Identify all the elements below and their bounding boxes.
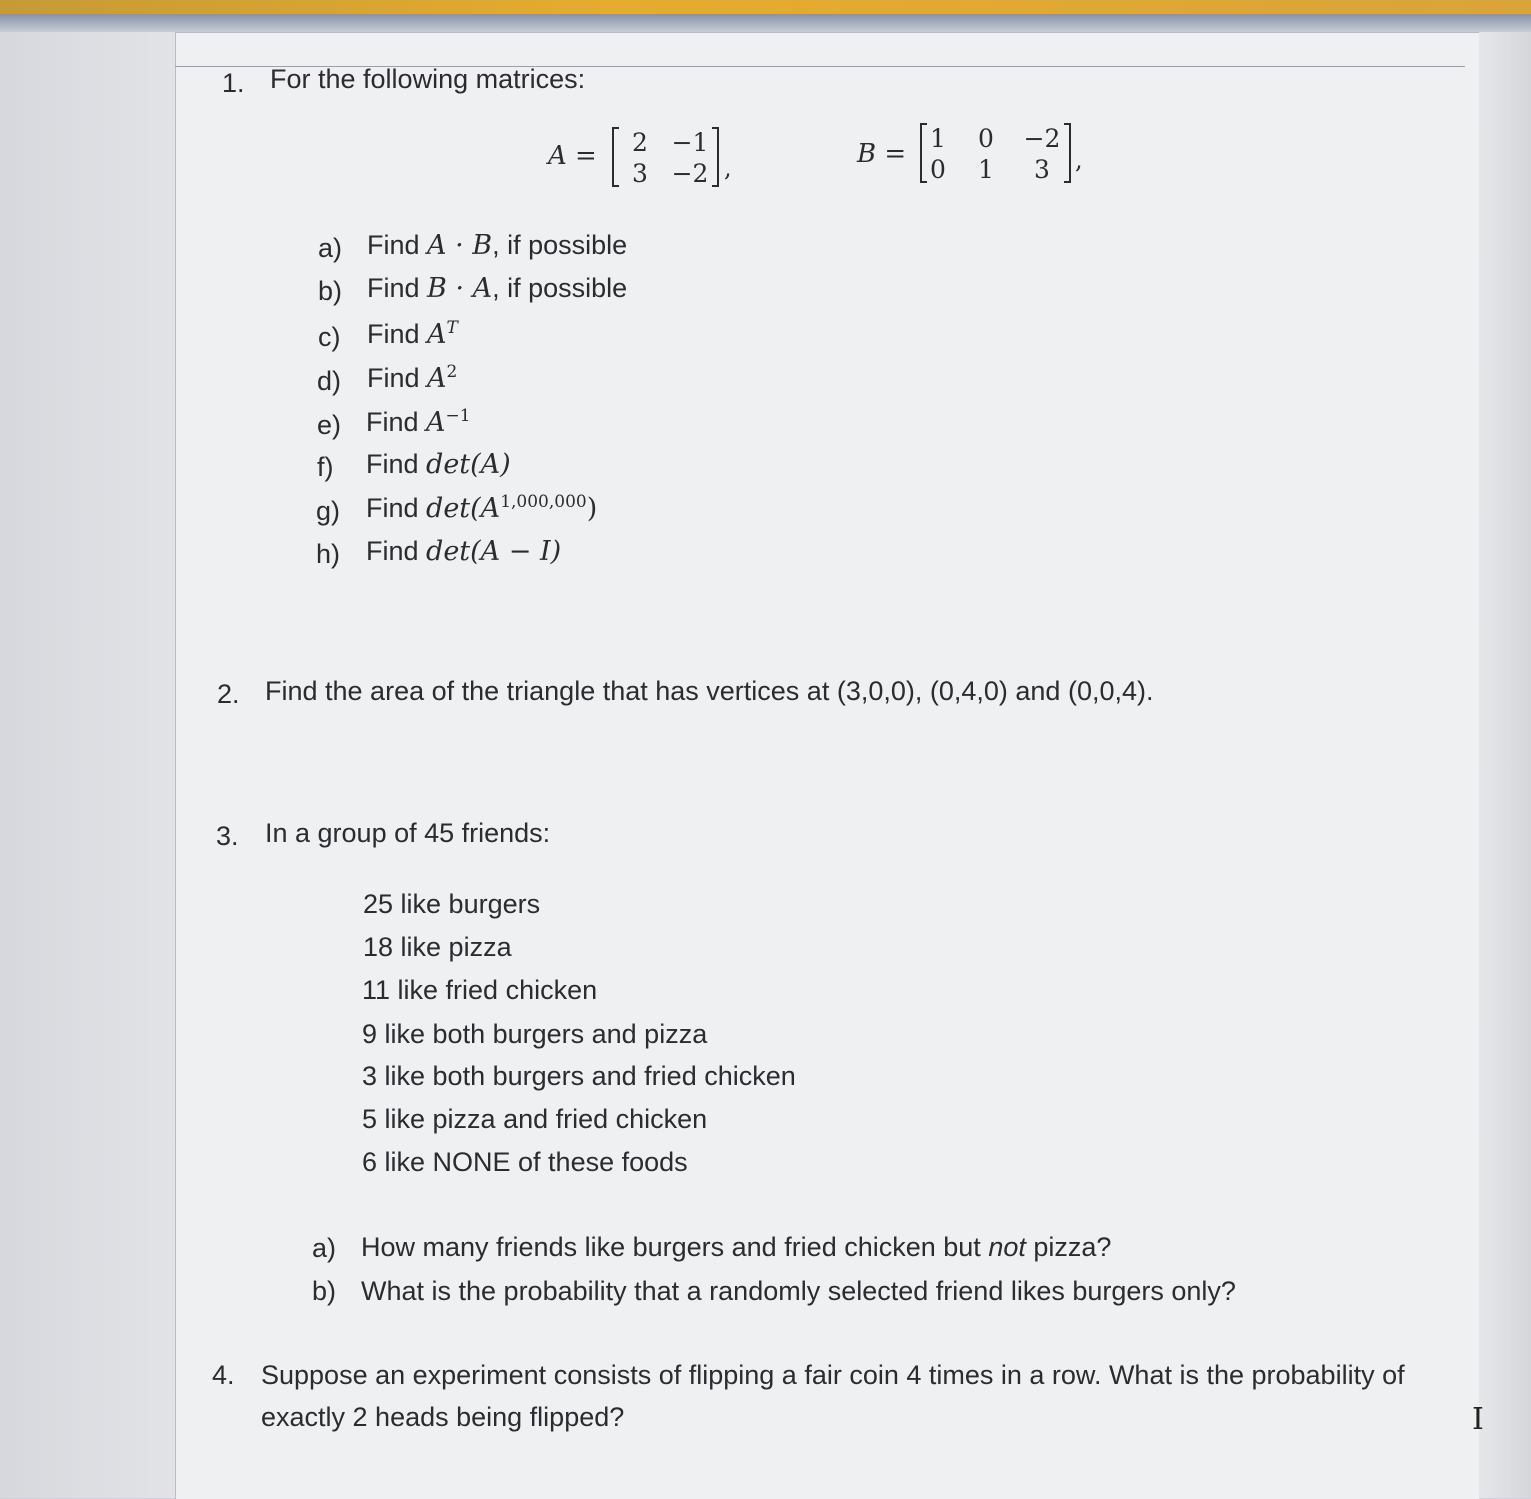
q1a-label: a) [318, 233, 343, 263]
matrix-a [610, 124, 738, 190]
matrix-b-r1c3: −2 [1023, 124, 1061, 153]
text-cursor-icon: I [1472, 1402, 1484, 1437]
matrix-b-r1c1: 1 [930, 124, 946, 153]
matrix-b-label: B = [857, 139, 907, 169]
q1f-label: f) [317, 452, 334, 482]
q4-line1: Suppose an experiment consists of flipping a fair coin 4 times in a row. What is the probability of [261, 1360, 1405, 1390]
q1g-label: g) [316, 496, 341, 526]
q1b-label: b) [318, 276, 343, 306]
q1f-text: Find det(A) [366, 449, 511, 480]
matrix-a-comma: , [724, 154, 732, 182]
matrix-b-r2c1: 0 [930, 155, 946, 184]
matrix-b [918, 120, 1088, 186]
window-header-band [0, 14, 1531, 32]
matrix-b-r2c2: 1 [978, 155, 994, 184]
q4-number: 4. [212, 1360, 235, 1390]
q1b-text: Find B · A, if possible [367, 273, 628, 304]
matrix-a-label: A = [548, 141, 597, 171]
q1g-text: Find $\det(A^{1,000,000})$ [366, 491, 598, 524]
q1e-label: e) [317, 410, 342, 440]
q1e-text: Find $A^{-1}$ [366, 405, 471, 438]
q3b-label: b) [312, 1276, 337, 1306]
matrix-a-r2c2: −2 [671, 159, 709, 188]
q3-fact: 3 like both burgers and fried chicken [362, 1061, 796, 1091]
q1d-label: d) [317, 366, 342, 396]
q4-line2: exactly 2 heads being flipped? [261, 1402, 625, 1432]
matrix-a-r1c1: 2 [632, 128, 648, 157]
q1-title: For the following matrices: [270, 64, 586, 94]
q3-fact: 18 like pizza [363, 932, 512, 962]
matrix-a-right-bracket [712, 128, 718, 186]
q2-text: Find the area of the triangle that has vertices at (3,0,0), (0,4,0) and (0,0,4). [265, 676, 1154, 706]
right-margin [1478, 32, 1531, 1498]
q1h-text: Find det(A − I) [366, 536, 562, 567]
q1a-text: Find A · B, if possible [367, 230, 628, 261]
q3-fact: 6 like NONE of these foods [362, 1147, 688, 1177]
q3-fact: 9 like both burgers and pizza [362, 1019, 708, 1049]
matrix-b-right-bracket [1064, 124, 1070, 182]
q3-fact: 5 like pizza and fried chicken [362, 1104, 708, 1134]
q3-fact: 11 like fried chicken [362, 975, 598, 1005]
matrix-b-r1c2: 0 [978, 124, 994, 153]
matrix-a-r1c2: −1 [671, 128, 709, 157]
q3b-text: What is the probability that a randomly selected friend likes burgers only? [361, 1276, 1236, 1306]
q3a-label: a) [312, 1233, 337, 1263]
matrix-b-comma: , [1075, 146, 1083, 174]
left-margin [0, 32, 175, 1498]
q1d-text: Find $A^2$ [367, 361, 458, 394]
q1c-label: c) [318, 322, 341, 352]
q3a-text: How many friends like burgers and fried chicken but not pizza? [361, 1232, 1112, 1262]
matrix-b-r2c3: 3 [1034, 155, 1050, 184]
q3-fact: 25 like burgers [363, 889, 541, 919]
matrix-b-left-bracket [921, 124, 927, 182]
q2-number: 2. [217, 679, 240, 709]
q1-number: 1. [222, 68, 245, 98]
q3-number: 3. [216, 821, 239, 851]
q1h-label: h) [316, 539, 341, 569]
window-top-bar [0, 0, 1531, 14]
q1c-text: Find $A^T$ [367, 317, 458, 350]
matrix-a-r2c1: 3 [632, 159, 648, 188]
q3-title: In a group of 45 friends: [265, 818, 551, 848]
matrix-a-left-bracket [613, 128, 619, 186]
